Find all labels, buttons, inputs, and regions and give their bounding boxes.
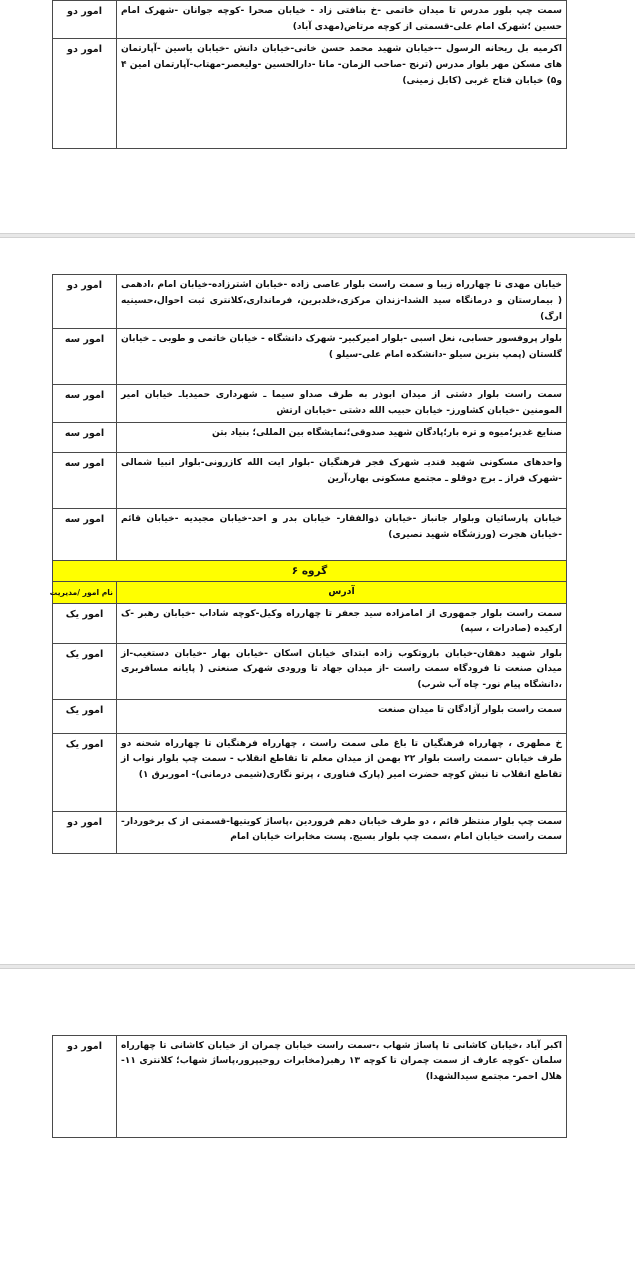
department-cell: امور سه xyxy=(53,385,117,423)
address-cell: اکبر آباد ،خیابان کاشانی تا پاساژ شهاب ،-سمت راست خیابان چمران از خیابان کاشانی تا چهارراه سلمان -کوچه عارف از سمت چمران تا کوچه ۱۳ رهبر(مخابرات روحیپرور،پاساژ شهاب؛ کلانتری ۱۱-هلال احمر- مجتمع سیدالشهدا) xyxy=(117,1035,567,1137)
address-cell: بلوار پروفسور حسابی، نعل اسبی -بلوار امیرکبیر- شهرک دانشگاه - خیابان خاتمی و طوبی ـ خیابان گلستان (پمپ بنزین سیلو -دانشکده امام علی-سیلو ) xyxy=(117,329,567,385)
table-row[interactable] xyxy=(53,811,567,853)
address-cell: خ مطهری ، چهارراه فرهنگیان تا باغ ملی سمت راست ، چهارراه فرهنگیان تا چهارراه شحنه دو طرف خیابان -سمت راست بلوار ۲۲ بهمن از میدان معلم تا تقاطع انقلاب - سمت چپ بلوار نواب از تقاطع انقلاب تا نبش کوچه حضرت امیر (پارک فناوری ، پرتو نگاری(شیمی درمانی)- اموربرق ۱) xyxy=(117,733,567,811)
department-cell: امور دو xyxy=(53,1035,117,1137)
table-header-row xyxy=(53,582,567,603)
table-row[interactable] xyxy=(53,699,567,733)
table-row[interactable] xyxy=(53,39,567,149)
department-cell: امور دو xyxy=(53,275,117,329)
group-banner-label: گروه ۶ xyxy=(53,561,567,582)
page-2-bottom-margin xyxy=(0,854,635,964)
group-banner-row xyxy=(53,561,567,582)
address-cell: صنایع غدیر؛میوه و تره بار؛پادگان شهید صدوقی؛نمایشگاه بین المللی؛ بنیاد بتن xyxy=(117,423,567,453)
table-row[interactable] xyxy=(53,275,567,329)
page-1-content xyxy=(0,0,635,149)
address-cell: اکرمیه بل ریحانه الرسول --خیابان شهید محمد حسن خانی-خیابان دانش -خیابان یاسین -آپارتمان های مسکن مهر بلوار مدرس (ترنج -صاحب الزمان- مانا -دارالحسین -ولیعصر-مهتاب-آپارتمان امین ۴ و۵) خیابان فتاح غربی (کابل زمینی) xyxy=(117,39,567,149)
document-page-3 xyxy=(0,969,635,1186)
department-cell: امور دو xyxy=(53,1,117,39)
department-cell: امور سه xyxy=(53,329,117,385)
table-body xyxy=(53,1035,567,1137)
table-row[interactable] xyxy=(53,603,567,643)
table-row[interactable] xyxy=(53,1,567,39)
page-2-top-margin xyxy=(0,238,635,274)
address-table-page-2 xyxy=(49,274,567,853)
address-table-page-3 xyxy=(52,1035,567,1138)
department-cell: امور سه xyxy=(53,509,117,561)
address-table-page-1 xyxy=(52,0,567,149)
table-body xyxy=(53,1,567,149)
department-cell: امور دو xyxy=(53,811,117,853)
address-cell: خیابان مهدی تا چهارراه زیبا و سمت راست بلوار عاصی زاده -خیابان اشترزاده-خیابان امام ،ادهمی ( بیمارستان و درمانگاه سید الشدا-زندان مرکزی،خلدبرین، فرمانداری،کلانتری ثبت احوال،حسینیه ارگ) xyxy=(117,275,567,329)
table-row[interactable] xyxy=(53,453,567,509)
department-cell: امور دو xyxy=(53,39,117,149)
page-3-bottom-margin xyxy=(0,1138,635,1186)
table-body xyxy=(49,275,567,853)
address-cell: سمت راست بلوار آزادگان تا میدان صنعت xyxy=(117,699,567,733)
page-1-bottom-margin xyxy=(0,149,635,233)
department-cell: امور یک xyxy=(53,643,117,699)
department-cell: امور یک xyxy=(53,699,117,733)
address-cell: خیابان پارسائیان وبلوار جانباز -خیابان ذوالفقار- خیابان بدر و احد-خیابان مجیدیه -خیابان قائم -خیابان هجرت (ورزشگاه شهید نصیری) xyxy=(117,509,567,561)
page-3-content xyxy=(0,1035,635,1138)
page-3-top-margin xyxy=(0,969,635,1035)
department-cell: امور یک xyxy=(53,733,117,811)
table-row[interactable] xyxy=(53,733,567,811)
table-row[interactable] xyxy=(53,423,567,453)
document-page-2 xyxy=(0,238,635,963)
address-cell: سمت راست بلوار جمهوری از امامزاده سید جعفر تا چهارراه وکیل-کوچه شاداب -خیابان رهبر -ک ارکیده (صادرات ، سپه) xyxy=(117,603,567,643)
department-cell: امور یک xyxy=(53,603,117,643)
table-row[interactable] xyxy=(53,329,567,385)
address-cell: سمت راست بلوار دشتی از میدان ابوذر به طرف صداو سیما ـ شهرداری حمیدیاـ خیابان امیر المومنین -خیابان کشاورز- خیابان حبیب الله دشتی -خیابان ارتش xyxy=(117,385,567,423)
table-row[interactable] xyxy=(53,643,567,699)
department-cell: امور سه xyxy=(53,453,117,509)
address-cell: بلوار شهید دهقان-خیابان باروتکوب زاده ابتدای خیابان اسکان -خیابان بهار -خیابان دستغیب-از میدان صنعت تا فرودگاه سمت راست -از میدان جهاد تا ورودی شهرک صنعتی ( پایانه مسافربری ،دانشگاه پیام نور- چاه آب شرب) xyxy=(117,643,567,699)
table-row[interactable] xyxy=(53,509,567,561)
address-cell: سمت چپ بلوار منتظر قائم ، دو طرف خیابان دهم فروردین ،پاساژ کویتیها-قسمتی از ک برخوردار-سمت راست خیابان امام ،سمت چپ بلوار بسیج. پست مخابرات خیابان امام xyxy=(117,811,567,853)
address-cell: واحدهای مسکونی شهید قندیـ شهرک فجر فرهنگیان -بلوار ایت الله کازرونی-بلوار انبیا شمالی -شهرک فراز ـ برج دوقلو ـ مجتمع مسکونی بهار،آرین xyxy=(117,453,567,509)
table-row[interactable] xyxy=(53,385,567,423)
page-2-content xyxy=(0,274,635,853)
address-column-header: آدرس xyxy=(117,582,567,603)
department-column-header: نام امور /مدیریت xyxy=(53,582,117,603)
document-page-1 xyxy=(0,0,635,233)
address-cell: سمت چپ بلور مدرس تا میدان خاتمی -خ بنافتی زاد - خیابان صحرا -کوچه جوانان -شهرک امام حسین ؛شهرک امام علی-قسمتی از کوچه مرتاض(مهدی آباد) xyxy=(117,1,567,39)
table-row[interactable] xyxy=(53,1035,567,1137)
department-cell: امور سه xyxy=(53,423,117,453)
